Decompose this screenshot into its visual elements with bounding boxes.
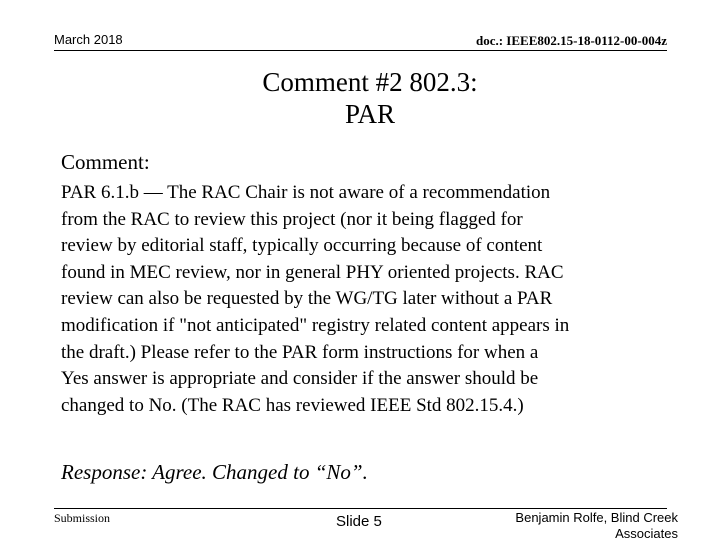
comment-line: review by editorial staff, typically occurring because of content xyxy=(61,235,543,257)
response-text: Response: Agree. Changed to “No”. xyxy=(61,460,368,484)
comment-body xyxy=(61,180,661,419)
comment-label: Comment: xyxy=(61,150,150,174)
comment-line: modification if "not anticipated" registry related content appears in xyxy=(61,314,570,336)
header-date: March 2018 xyxy=(54,32,123,47)
comment-line: Yes answer is appropriate and consider if the answer should be xyxy=(61,368,539,390)
comment-line: review can also be requested by the WG/TG later without a PAR xyxy=(61,288,553,310)
comment-line: found in MEC review, nor in general PHY oriented projects. RAC xyxy=(61,261,564,283)
footer-slide-number: Slide 5 xyxy=(336,513,382,530)
footer-author xyxy=(478,510,678,542)
footer-author-line-1: Benjamin Rolfe, Blind Creek xyxy=(515,510,678,525)
footer-author-line-2: Associates xyxy=(615,526,678,541)
slide-title xyxy=(180,66,560,130)
comment-line: changed to No. (The RAC has reviewed IEEE Std 802.15.4.) xyxy=(61,394,524,416)
comment-line: PAR 6.1.b — The RAC Chair is not aware of a recommendation xyxy=(61,182,551,203)
header-divider xyxy=(54,50,667,51)
comment-line: from the RAC to review this project (nor it being flagged for xyxy=(61,208,523,230)
slide-title-line-2: PAR xyxy=(344,99,396,129)
footer-submission: Submission xyxy=(54,511,111,525)
footer-divider xyxy=(54,508,667,509)
header-doc-id: doc.: IEEE802.15-18-0112-00-004z xyxy=(475,33,667,48)
comment-line: the draft.) Please refer to the PAR form instructions for when a xyxy=(61,341,539,363)
slide-title-line-1: Comment #2 802.3: xyxy=(262,67,478,97)
